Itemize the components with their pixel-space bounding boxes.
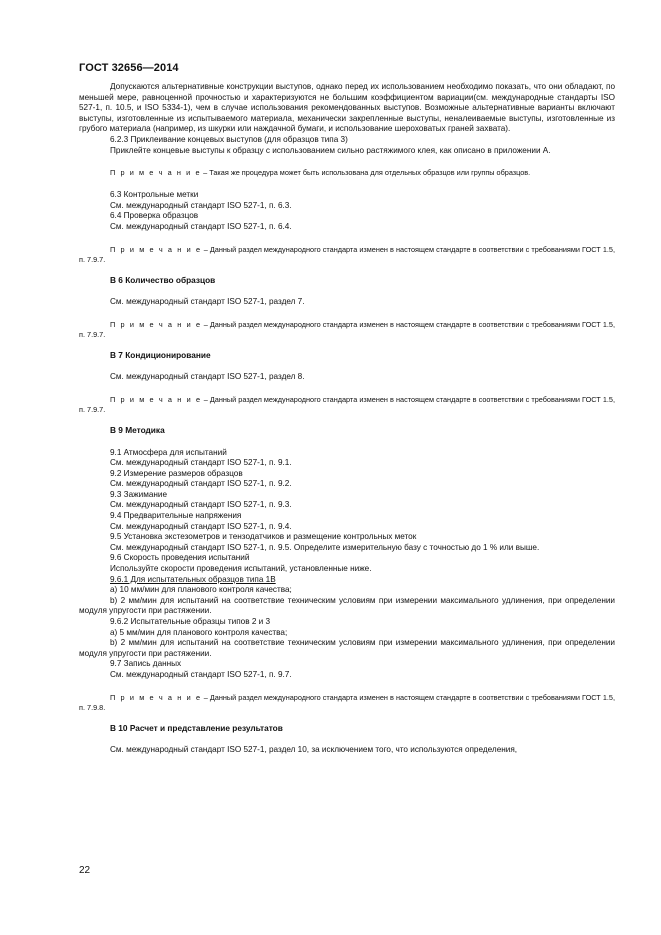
section-6-2-3-text: Приклейте концевые выступы к образцу с использованием сильно растяжимого клея, как описано в приложении А. (110, 145, 551, 155)
section-b10-heading: В 10 Расчет и представление результатов (110, 722, 283, 733)
section-b7-ref: См. международный стандарт ISO 527-1, раздел 8. (110, 372, 305, 382)
document-header: ГОСТ 32656—2014 (79, 62, 179, 74)
section-9-1-ref: См. международный стандарт ISO 527-1, п. 9.1. (110, 458, 292, 468)
section-b6-ref: См. международный стандарт ISO 527-1, раздел 7. (110, 297, 305, 307)
section-9-2-ref: См. международный стандарт ISO 527-1, п. 9.2. (110, 479, 292, 489)
note-2-label: П р и м е ч а н и е (110, 244, 202, 254)
section-9-3-title: 9.3 Зажимание (110, 489, 168, 499)
section-b7-heading: В 7 Кондиционирование (110, 349, 211, 360)
section-9-6-1-title (79, 575, 615, 586)
note-1-label: П р и м е ч а н и е (110, 168, 202, 178)
section-b9-heading: В 9 Методика (110, 424, 165, 435)
section-b10-text: См. международный стандарт ISO 527-1, раздел 10, за исключением того, что используются определения, (110, 745, 518, 755)
note-4-label: П р и м е ч а н и е (110, 394, 202, 404)
section-9-7-title: 9.7 Запись данных (110, 659, 182, 669)
note-3 (79, 320, 615, 340)
section-9-6-1-item-a: a) 10 мм/мин для планового контроля качества; (110, 585, 292, 595)
note-5-text: – Данный раздел международного стандарта изменен в настоящем стандарте в соответствии с требованиями ГОСТ 1.5, п. 7.9.8. (79, 692, 616, 712)
note-4-text: – Данный раздел международного стандарта изменен в настоящем стандарте в соответствии с требованиями ГОСТ 1.5, п. 7.9.7. (79, 394, 616, 414)
note-2 (79, 245, 615, 265)
section-9-4-ref: См. международный стандарт ISO 527-1, п. 9.4. (110, 521, 292, 531)
document-body (79, 82, 615, 756)
section-9-6-2-item-a: a) 5 мм/мин для планового контроля качества; (110, 627, 288, 637)
section-9-5-title: 9.5 Установка экстезометров и тензодатчиков и размещение контрольных меток (110, 532, 417, 542)
section-9-6-text: Используйте скорости проведения испытаний, установленные ниже. (110, 564, 372, 574)
section-9-6-1-title-text: 9.6.1 Для испытательных образцов типа 1В (110, 574, 276, 584)
note-3-label: П р и м е ч а н и е (110, 319, 202, 329)
note-4 (79, 395, 615, 415)
note-2-text: – Данный раздел международного стандарта изменен в настоящем стандарте в соответствии с требованиями ГОСТ 1.5, п. 7.9.7. (79, 244, 616, 264)
section-9-6-2-item-b: b) 2 мм/мин для испытаний на соответствие техническим условиям при измерении максимального удлинения, при определении модуля упругости при растяжении. (79, 638, 615, 658)
section-9-3-ref: См. международный стандарт ISO 527-1, п. 9.3. (110, 500, 292, 510)
section-6-4-ref: См. международный стандарт ISO 527-1, п. 6.4. (110, 221, 292, 231)
section-9-2-title: 9.2 Измерение размеров образцов (110, 468, 243, 478)
section-9-7-ref: См. международный стандарт ISO 527-1, п. 9.7. (110, 669, 292, 679)
note-3-text: – Данный раздел международного стандарта изменен в настоящем стандарте в соответствии с требованиями ГОСТ 1.5, п. 7.9.7. (79, 319, 616, 339)
note-1 (79, 168, 615, 178)
section-9-6-1-item-b: b) 2 мм/мин для испытаний на соответствие техническим условиям при измерении максимального удлинения, при определении модуля упругости при растяжении. (79, 595, 615, 616)
section-6-3-ref: См. международный стандарт ISO 527-1, п. 6.3. (110, 200, 292, 210)
section-b6-heading: В 6 Количество образцов (110, 274, 216, 285)
note-5-label: П р и м е ч а н и е (110, 692, 202, 702)
section-9-6-2-title: 9.6.2 Испытательные образцы типов 2 и 3 (110, 617, 271, 626)
note-1-text: – Такая же процедура может быть использована для отдельных образцов или группы образцов. (201, 168, 531, 178)
intro-paragraph: Допускаются альтернативные конструкции выступов, однако перед их использованием необходимо показать, что они обладают, по меньшей мере, равноценной прочностью и характеризуются не большим коэффициентом вариации(см. международные стандарты ISO 527-1, п. 10.5, и ISO 5334-1), чем в случае использования рекомендованных выступов. Возможные альтернативные варианты включают выступы, изготовленные из испытываемого материала, механически закрепленные выступы, неналеиваемые выступы, изготовленные из грубого материала (например, из шкурки или наждачной бумаги, и использование шероховатых граней захвата). (79, 82, 615, 134)
page-number: 22 (79, 865, 91, 876)
section-6-4-title: 6.4 Проверка образцов (110, 211, 199, 221)
note-5 (79, 693, 615, 713)
section-9-1-title: 9.1 Атмосфера для испытаний (110, 447, 227, 457)
section-9-4-title: 9.4 Предварительные напряжения (110, 511, 242, 521)
section-6-3-title: 6.3 Контрольные метки (110, 190, 199, 200)
section-9-5-ref: См. международный стандарт ISO 527-1, п. 9.5. Определите измерительную базу с точностью до 1 % или выше. (110, 542, 540, 552)
section-9-6-title: 9.6 Скорость проведения испытаний (110, 553, 250, 563)
section-6-2-3-title: 6.2.3 Приклеивание концевых выступов (для образцов типа 3) (110, 134, 348, 144)
